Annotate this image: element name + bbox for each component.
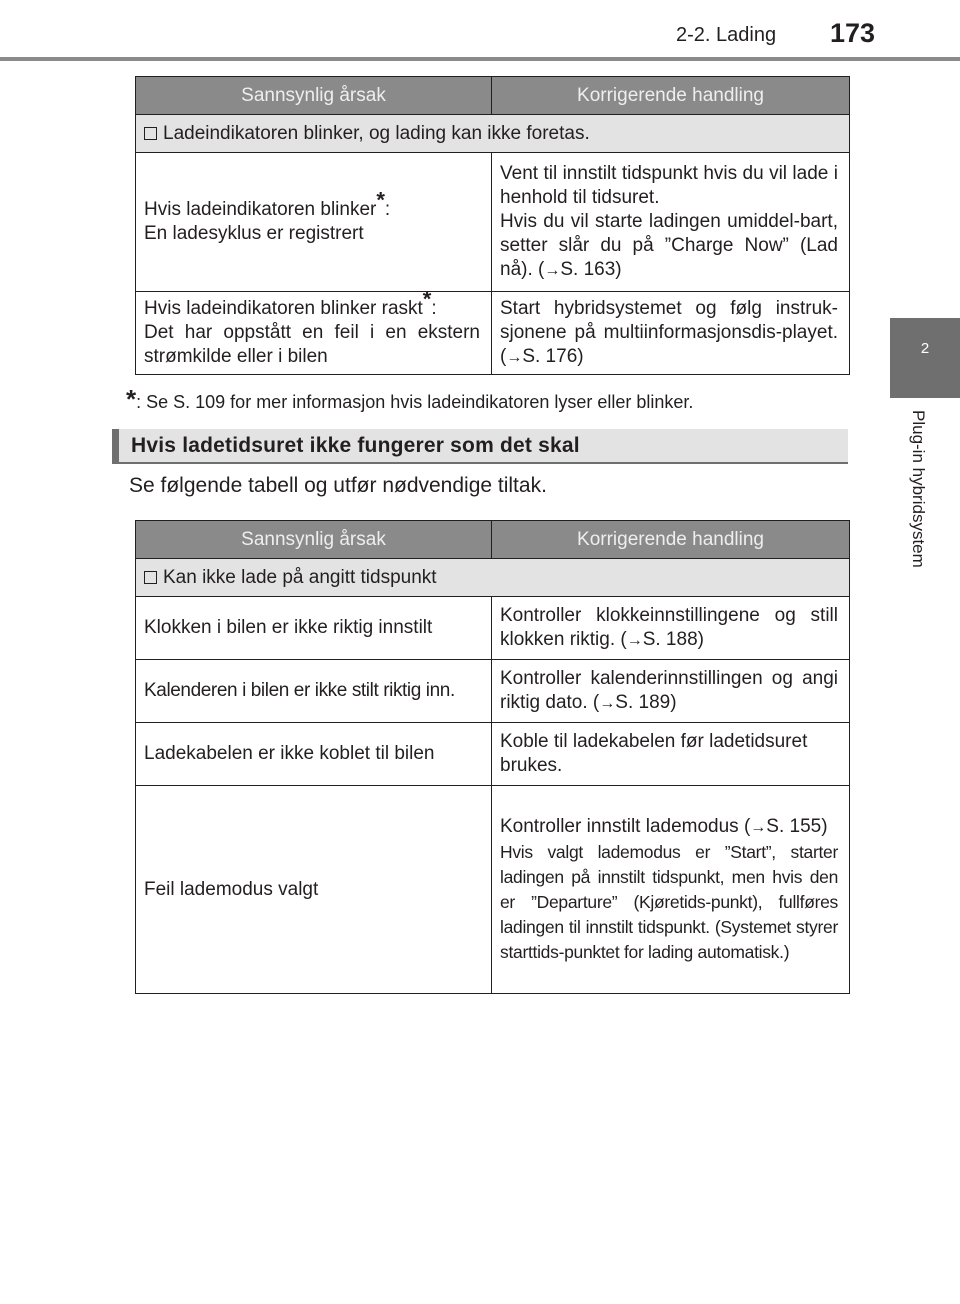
cause-cell: Kalenderen i bilen er ikke stilt riktig inn.: [136, 660, 492, 723]
action-cell: Vent til innstilt tidspunkt hvis du vil lade i henhold til tidsuret. Hvis du vil starte ladingen umiddel-bart, setter slår du på ”Charge Now” (Lad nå). (→S. 163): [492, 153, 850, 292]
action-cell: Kontroller kalenderinnstillingen og angi riktig dato. (→S. 189): [492, 660, 850, 723]
table-row: [136, 786, 850, 994]
table-row: [136, 660, 850, 723]
chapter-label: Plug-in hybridsystem: [909, 410, 928, 568]
column-header-action: Korrigerende handling: [492, 521, 850, 559]
table-row: [136, 153, 850, 292]
action-cell: Start hybridsystemet og følg instruk-sjonene på multiinformasjonsdis-playet. (→S. 176): [492, 292, 850, 375]
intro-text: Se følgende tabell og utfør nødvendige tiltak.: [129, 474, 547, 497]
charge-indicator-table: [135, 76, 850, 375]
arrow-icon: →: [506, 348, 523, 366]
table-subheader: Kan ikke lade på angitt tidspunkt: [136, 559, 850, 597]
table-row: [136, 597, 850, 660]
action-cell: Kontroller klokkeinnstillingene og still klokken riktig. (→S. 188): [492, 597, 850, 660]
arrow-icon: →: [626, 631, 643, 649]
action-cell: Kontroller innstilt lademodus (→S. 155) Hvis valgt lademodus er ”Start”, starter ladingen på innstilt tidspunkt, men hvis den er ”Departure” (Kjøretids-punkt), fullføres ladingen til innstilt tidspunkt. (Systemet styrer starttids-punktet for lading automatisk.): [492, 786, 850, 994]
section-heading: Hvis ladetidsuret ikke fungerer som det skal: [131, 434, 580, 457]
cause-cell: Hvis ladeindikatoren blinker*: En ladesyklus er registrert: [136, 153, 492, 292]
header-rule: [0, 57, 960, 61]
table-row: [136, 723, 850, 786]
arrow-icon: →: [544, 261, 561, 279]
arrow-icon: →: [750, 818, 767, 836]
cause-cell: Hvis ladeindikatoren blinker raskt*: Det har oppstått en feil i en ekstern strømkilde eller i bilen: [136, 292, 492, 375]
checkbox-icon: [144, 127, 157, 140]
column-header-action: Korrigerende handling: [492, 77, 850, 115]
table-subheader: Ladeindikatoren blinker, og lading kan ikke foretas.: [136, 115, 850, 153]
action-cell: Koble til ladekabelen før ladetidsuret brukes.: [492, 723, 850, 786]
charge-timer-table: [135, 520, 850, 994]
cause-cell: Feil lademodus valgt: [136, 786, 492, 994]
chapter-tab: [890, 318, 960, 398]
cause-cell: Ladekabelen er ikke koblet til bilen: [136, 723, 492, 786]
chapter-number: 2: [920, 340, 930, 357]
footnote: *: Se S. 109 for mer informasjon hvis ladeindikatoren lyser eller blinker.: [126, 384, 694, 414]
section-heading-bar: [112, 429, 848, 464]
page-number: 173: [830, 18, 876, 48]
section-title: 2-2. Lading: [676, 24, 777, 46]
cause-cell: Klokken i bilen er ikke riktig innstilt: [136, 597, 492, 660]
checkbox-icon: [144, 571, 157, 584]
column-header-cause: Sannsynlig årsak: [136, 521, 492, 559]
column-header-cause: Sannsynlig årsak: [136, 77, 492, 115]
table-row: [136, 292, 850, 375]
arrow-icon: →: [599, 694, 616, 712]
